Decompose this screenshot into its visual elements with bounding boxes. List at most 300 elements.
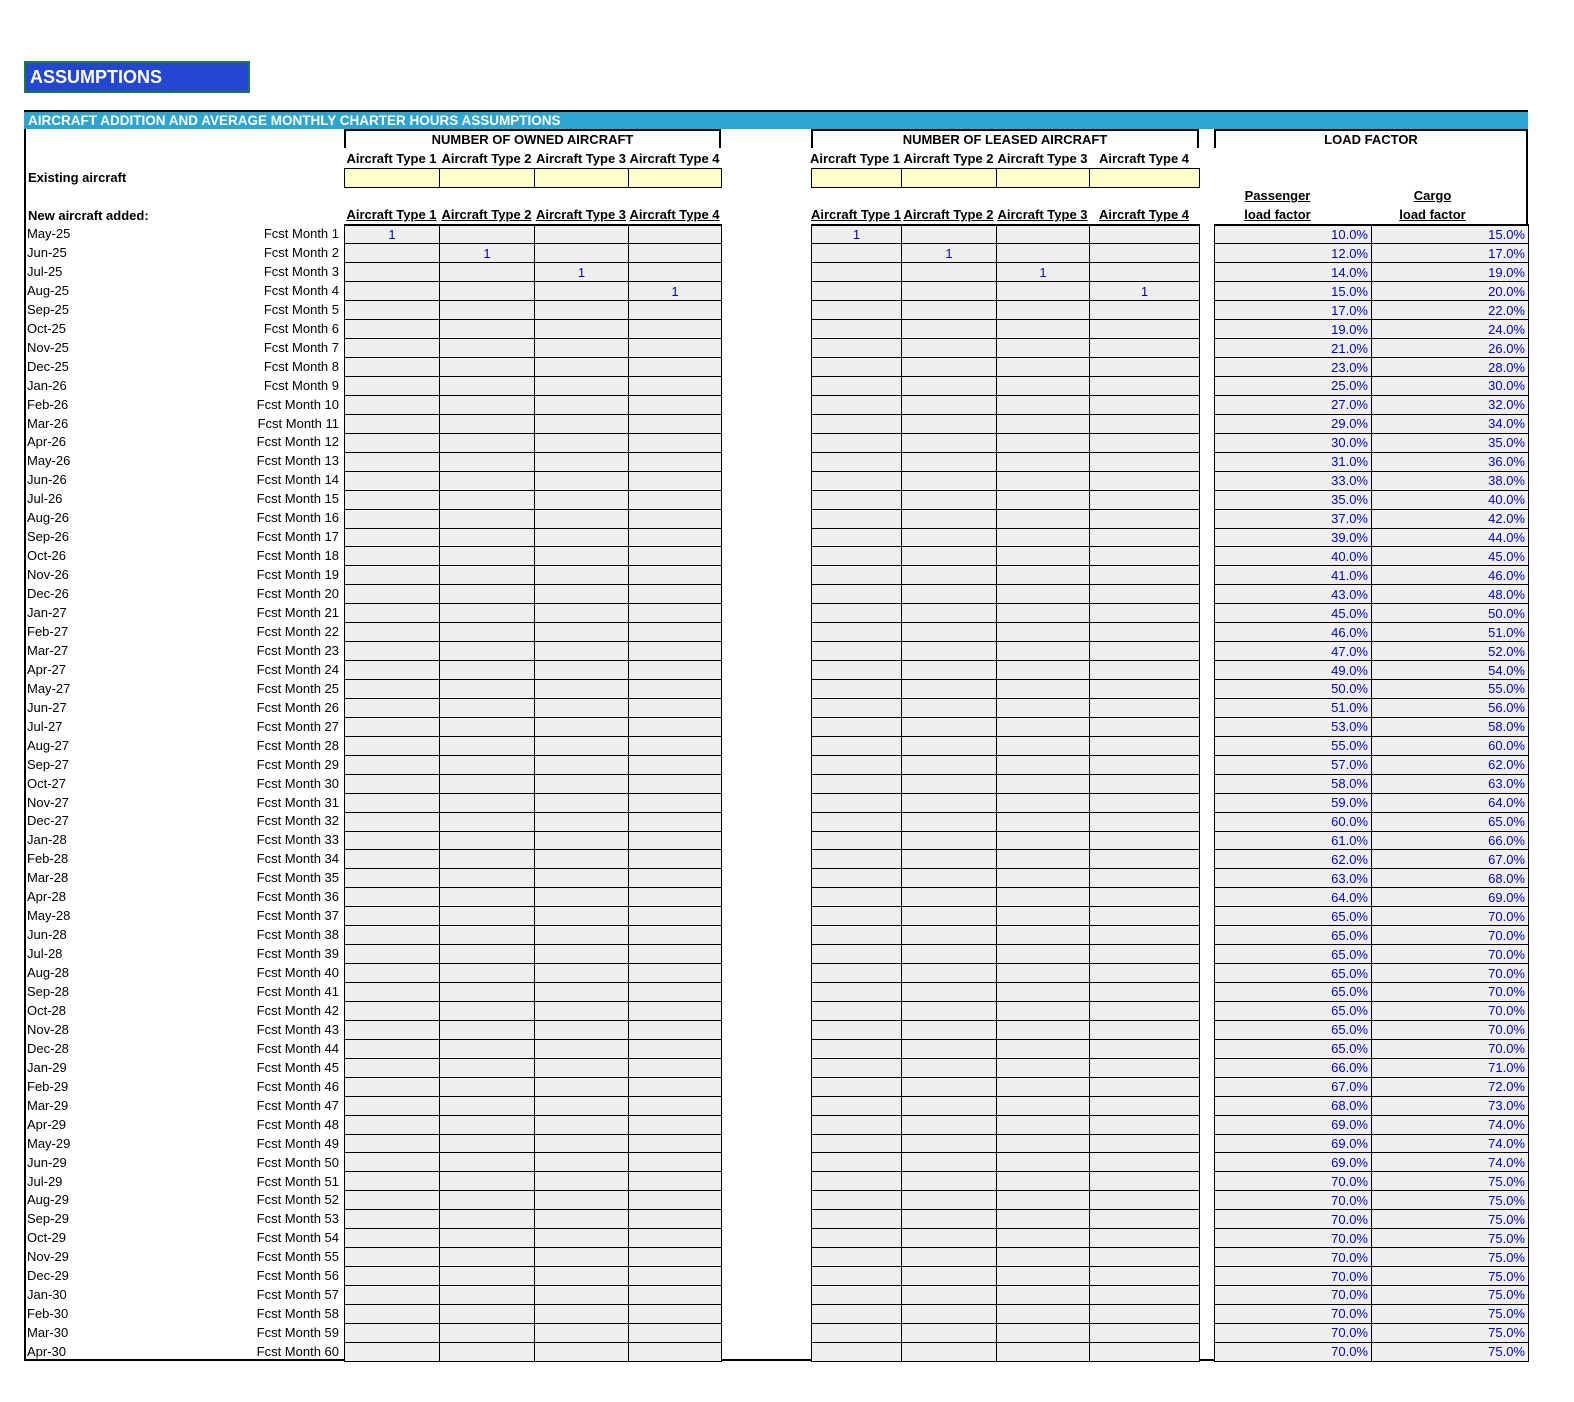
leased-addition-cell[interactable] [997, 1229, 1090, 1248]
load-factor-cell[interactable]: 41.0% [1215, 566, 1372, 585]
owned-addition-cell[interactable] [345, 926, 440, 945]
leased-existing-cell[interactable] [1090, 169, 1200, 188]
owned-addition-cell[interactable] [535, 812, 629, 831]
owned-addition-cell[interactable] [535, 1001, 629, 1020]
load-factor-cell[interactable]: 62.0% [1372, 755, 1529, 774]
leased-addition-cell[interactable] [997, 433, 1090, 452]
leased-addition-cell[interactable] [997, 1248, 1090, 1267]
load-factor-cell[interactable]: 59.0% [1215, 793, 1372, 812]
leased-addition-cell[interactable] [997, 509, 1090, 528]
leased-addition-cell[interactable] [812, 377, 902, 396]
load-factor-cell[interactable]: 46.0% [1215, 623, 1372, 642]
leased-addition-cell[interactable] [997, 282, 1090, 301]
owned-addition-cell[interactable] [535, 414, 629, 433]
owned-addition-cell[interactable] [629, 377, 722, 396]
leased-addition-cell[interactable] [902, 1191, 997, 1210]
owned-addition-cell[interactable] [629, 907, 722, 926]
leased-addition-cell[interactable] [902, 1172, 997, 1191]
owned-addition-cell[interactable] [345, 774, 440, 793]
leased-addition-cell[interactable] [1090, 490, 1200, 509]
load-factor-cell[interactable]: 19.0% [1215, 320, 1372, 339]
load-factor-cell[interactable]: 12.0% [1215, 244, 1372, 263]
owned-addition-cell[interactable] [629, 528, 722, 547]
leased-addition-cell[interactable] [1090, 471, 1200, 490]
owned-addition-cell[interactable] [440, 358, 535, 377]
owned-addition-cell[interactable] [345, 1286, 440, 1305]
owned-addition-cell[interactable] [629, 755, 722, 774]
leased-addition-cell[interactable] [997, 1342, 1090, 1361]
load-factor-cell[interactable]: 25.0% [1215, 377, 1372, 396]
leased-addition-cell[interactable] [1090, 1077, 1200, 1096]
load-factor-cell[interactable]: 44.0% [1372, 528, 1529, 547]
leased-addition-cell[interactable] [812, 509, 902, 528]
leased-addition-cell[interactable] [902, 585, 997, 604]
leased-addition-cell[interactable] [1090, 1058, 1200, 1077]
leased-addition-cell[interactable] [997, 983, 1090, 1002]
leased-addition-cell[interactable] [1090, 926, 1200, 945]
leased-addition-cell[interactable] [902, 225, 997, 244]
leased-addition-cell[interactable] [1090, 945, 1200, 964]
owned-addition-cell[interactable] [629, 585, 722, 604]
owned-addition-cell[interactable] [535, 339, 629, 358]
leased-addition-cell[interactable] [997, 642, 1090, 661]
load-factor-cell[interactable]: 70.0% [1372, 1039, 1529, 1058]
leased-addition-cell[interactable] [902, 377, 997, 396]
owned-addition-cell[interactable] [440, 452, 535, 471]
owned-addition-cell[interactable] [629, 1172, 722, 1191]
owned-addition-cell[interactable] [345, 1267, 440, 1286]
leased-addition-cell[interactable] [812, 395, 902, 414]
load-factor-cell[interactable]: 45.0% [1372, 547, 1529, 566]
leased-addition-cell[interactable] [812, 1304, 902, 1323]
owned-addition-cell[interactable] [345, 1096, 440, 1115]
leased-addition-cell[interactable] [902, 1058, 997, 1077]
owned-addition-cell[interactable] [440, 1134, 535, 1153]
load-factor-cell[interactable]: 48.0% [1372, 585, 1529, 604]
leased-addition-cell[interactable] [812, 263, 902, 282]
owned-addition-cell[interactable] [440, 509, 535, 528]
owned-addition-cell[interactable] [440, 1020, 535, 1039]
leased-addition-cell[interactable] [1090, 244, 1200, 263]
owned-addition-cell[interactable] [535, 509, 629, 528]
leased-addition-cell[interactable] [812, 698, 902, 717]
load-factor-cell[interactable]: 42.0% [1372, 509, 1529, 528]
load-factor-cell[interactable]: 65.0% [1215, 1020, 1372, 1039]
load-factor-cell[interactable]: 70.0% [1372, 1001, 1529, 1020]
owned-addition-cell[interactable] [629, 869, 722, 888]
owned-addition-cell[interactable] [345, 1248, 440, 1267]
load-factor-cell[interactable]: 70.0% [1215, 1286, 1372, 1305]
owned-addition-cell[interactable] [629, 452, 722, 471]
leased-addition-cell[interactable] [902, 339, 997, 358]
owned-addition-cell[interactable] [629, 888, 722, 907]
owned-addition-cell[interactable] [440, 755, 535, 774]
load-factor-cell[interactable]: 52.0% [1372, 642, 1529, 661]
owned-existing-cell[interactable] [345, 169, 440, 188]
owned-addition-cell[interactable] [440, 1229, 535, 1248]
owned-addition-cell[interactable] [345, 1229, 440, 1248]
leased-addition-cell[interactable] [997, 1323, 1090, 1342]
owned-addition-cell[interactable] [345, 395, 440, 414]
leased-addition-cell[interactable] [997, 358, 1090, 377]
leased-addition-cell[interactable] [812, 907, 902, 926]
leased-addition-cell[interactable] [1090, 377, 1200, 396]
owned-addition-cell[interactable] [345, 869, 440, 888]
owned-addition-cell[interactable] [535, 869, 629, 888]
load-factor-cell[interactable]: 14.0% [1215, 263, 1372, 282]
leased-addition-cell[interactable] [902, 793, 997, 812]
owned-addition-cell[interactable]: 1 [345, 225, 440, 244]
leased-addition-cell[interactable] [902, 1020, 997, 1039]
load-factor-cell[interactable]: 27.0% [1215, 395, 1372, 414]
leased-addition-cell[interactable] [1090, 1134, 1200, 1153]
owned-addition-cell[interactable] [629, 850, 722, 869]
leased-addition-cell[interactable] [997, 1210, 1090, 1229]
owned-addition-cell[interactable] [629, 509, 722, 528]
leased-addition-cell[interactable] [1090, 433, 1200, 452]
leased-addition-cell[interactable] [1090, 964, 1200, 983]
leased-addition-cell[interactable] [1090, 736, 1200, 755]
leased-addition-cell[interactable] [997, 225, 1090, 244]
load-factor-cell[interactable]: 30.0% [1215, 433, 1372, 452]
owned-addition-cell[interactable] [535, 736, 629, 755]
owned-addition-cell[interactable] [345, 263, 440, 282]
owned-addition-cell[interactable] [629, 698, 722, 717]
owned-addition-cell[interactable] [629, 1342, 722, 1361]
leased-addition-cell[interactable]: 1 [902, 244, 997, 263]
owned-addition-cell[interactable] [345, 831, 440, 850]
leased-addition-cell[interactable] [997, 547, 1090, 566]
load-factor-cell[interactable]: 22.0% [1372, 301, 1529, 320]
leased-addition-cell[interactable] [902, 263, 997, 282]
leased-addition-cell[interactable] [902, 1210, 997, 1229]
leased-addition-cell[interactable] [812, 566, 902, 585]
leased-addition-cell[interactable] [1090, 1096, 1200, 1115]
owned-addition-cell[interactable]: 1 [535, 263, 629, 282]
leased-addition-cell[interactable] [1090, 320, 1200, 339]
owned-addition-cell[interactable] [345, 282, 440, 301]
leased-addition-cell[interactable] [812, 1020, 902, 1039]
owned-addition-cell[interactable] [535, 1191, 629, 1210]
leased-addition-cell[interactable] [997, 585, 1090, 604]
owned-addition-cell[interactable] [535, 642, 629, 661]
leased-addition-cell[interactable] [997, 774, 1090, 793]
load-factor-cell[interactable]: 65.0% [1215, 1039, 1372, 1058]
owned-addition-cell[interactable] [629, 680, 722, 699]
leased-addition-cell[interactable] [902, 1001, 997, 1020]
leased-addition-cell[interactable] [902, 1115, 997, 1134]
owned-addition-cell[interactable] [440, 812, 535, 831]
owned-addition-cell[interactable] [535, 1172, 629, 1191]
load-factor-cell[interactable]: 61.0% [1215, 831, 1372, 850]
owned-addition-cell[interactable] [440, 1323, 535, 1342]
load-factor-cell[interactable]: 37.0% [1215, 509, 1372, 528]
owned-addition-cell[interactable] [440, 225, 535, 244]
leased-addition-cell[interactable] [997, 1134, 1090, 1153]
owned-addition-cell[interactable] [440, 263, 535, 282]
owned-addition-cell[interactable] [345, 414, 440, 433]
leased-addition-cell[interactable] [997, 339, 1090, 358]
load-factor-cell[interactable]: 34.0% [1372, 414, 1529, 433]
leased-addition-cell[interactable] [902, 528, 997, 547]
owned-addition-cell[interactable] [629, 433, 722, 452]
load-factor-cell[interactable]: 70.0% [1215, 1191, 1372, 1210]
owned-addition-cell[interactable] [535, 1020, 629, 1039]
owned-addition-cell[interactable] [440, 680, 535, 699]
leased-addition-cell[interactable] [902, 642, 997, 661]
load-factor-cell[interactable]: 40.0% [1215, 547, 1372, 566]
load-factor-cell[interactable]: 70.0% [1215, 1210, 1372, 1229]
load-factor-cell[interactable]: 75.0% [1372, 1323, 1529, 1342]
leased-addition-cell[interactable] [902, 547, 997, 566]
leased-addition-cell[interactable] [997, 623, 1090, 642]
owned-addition-cell[interactable] [535, 755, 629, 774]
load-factor-cell[interactable]: 70.0% [1372, 926, 1529, 945]
owned-addition-cell[interactable] [535, 244, 629, 263]
leased-addition-cell[interactable] [812, 1077, 902, 1096]
leased-addition-cell[interactable] [1090, 509, 1200, 528]
load-factor-cell[interactable]: 75.0% [1372, 1267, 1529, 1286]
leased-addition-cell[interactable] [997, 377, 1090, 396]
load-factor-cell[interactable]: 70.0% [1372, 964, 1529, 983]
leased-addition-cell[interactable] [997, 452, 1090, 471]
owned-addition-cell[interactable] [440, 395, 535, 414]
owned-addition-cell[interactable] [629, 566, 722, 585]
load-factor-cell[interactable]: 69.0% [1215, 1134, 1372, 1153]
owned-addition-cell[interactable] [535, 1342, 629, 1361]
owned-addition-cell[interactable] [345, 680, 440, 699]
leased-addition-cell[interactable] [812, 585, 902, 604]
owned-addition-cell[interactable] [345, 1342, 440, 1361]
leased-addition-cell[interactable] [1090, 452, 1200, 471]
load-factor-cell[interactable]: 67.0% [1215, 1077, 1372, 1096]
leased-addition-cell[interactable] [1090, 793, 1200, 812]
leased-addition-cell[interactable] [1090, 585, 1200, 604]
owned-addition-cell[interactable] [629, 604, 722, 623]
load-factor-cell[interactable]: 20.0% [1372, 282, 1529, 301]
owned-addition-cell[interactable] [535, 680, 629, 699]
leased-addition-cell[interactable] [902, 869, 997, 888]
load-factor-cell[interactable]: 36.0% [1372, 452, 1529, 471]
leased-addition-cell[interactable] [997, 850, 1090, 869]
owned-addition-cell[interactable] [345, 1058, 440, 1077]
owned-addition-cell[interactable] [440, 1304, 535, 1323]
owned-addition-cell[interactable] [440, 1191, 535, 1210]
load-factor-cell[interactable]: 70.0% [1215, 1267, 1372, 1286]
leased-addition-cell[interactable] [1090, 414, 1200, 433]
owned-addition-cell[interactable] [629, 225, 722, 244]
owned-addition-cell[interactable] [535, 1096, 629, 1115]
leased-addition-cell[interactable] [1090, 547, 1200, 566]
owned-addition-cell[interactable] [629, 263, 722, 282]
owned-addition-cell[interactable]: 1 [440, 244, 535, 263]
leased-addition-cell[interactable] [1090, 1020, 1200, 1039]
leased-addition-cell[interactable] [902, 1153, 997, 1172]
owned-addition-cell[interactable] [440, 831, 535, 850]
load-factor-cell[interactable]: 70.0% [1372, 907, 1529, 926]
leased-addition-cell[interactable] [997, 528, 1090, 547]
owned-addition-cell[interactable] [440, 698, 535, 717]
leased-addition-cell[interactable] [902, 1229, 997, 1248]
load-factor-cell[interactable]: 63.0% [1215, 869, 1372, 888]
owned-addition-cell[interactable] [440, 490, 535, 509]
owned-addition-cell[interactable] [535, 1267, 629, 1286]
leased-addition-cell[interactable]: 1 [997, 263, 1090, 282]
owned-addition-cell[interactable] [535, 1304, 629, 1323]
owned-addition-cell[interactable] [345, 244, 440, 263]
owned-addition-cell[interactable] [535, 983, 629, 1002]
owned-addition-cell[interactable] [629, 964, 722, 983]
owned-addition-cell[interactable] [535, 1039, 629, 1058]
leased-addition-cell[interactable] [902, 490, 997, 509]
load-factor-cell[interactable]: 66.0% [1215, 1058, 1372, 1077]
owned-addition-cell[interactable] [345, 509, 440, 528]
leased-addition-cell[interactable] [1090, 225, 1200, 244]
leased-addition-cell[interactable] [812, 964, 902, 983]
leased-addition-cell[interactable] [812, 774, 902, 793]
leased-addition-cell[interactable] [902, 850, 997, 869]
owned-addition-cell[interactable] [345, 585, 440, 604]
owned-addition-cell[interactable] [345, 452, 440, 471]
leased-addition-cell[interactable] [902, 1286, 997, 1305]
leased-addition-cell[interactable] [1090, 263, 1200, 282]
load-factor-cell[interactable]: 74.0% [1372, 1134, 1529, 1153]
leased-addition-cell[interactable] [812, 1096, 902, 1115]
load-factor-cell[interactable]: 57.0% [1215, 755, 1372, 774]
load-factor-cell[interactable]: 64.0% [1215, 888, 1372, 907]
owned-addition-cell[interactable] [535, 585, 629, 604]
leased-addition-cell[interactable] [812, 793, 902, 812]
leased-addition-cell[interactable] [902, 717, 997, 736]
leased-addition-cell[interactable] [812, 528, 902, 547]
owned-addition-cell[interactable] [535, 717, 629, 736]
owned-addition-cell[interactable] [440, 1342, 535, 1361]
leased-addition-cell[interactable] [1090, 831, 1200, 850]
owned-addition-cell[interactable] [629, 717, 722, 736]
owned-addition-cell[interactable] [535, 1210, 629, 1229]
owned-addition-cell[interactable] [345, 717, 440, 736]
owned-addition-cell[interactable] [345, 301, 440, 320]
owned-addition-cell[interactable] [440, 377, 535, 396]
leased-addition-cell[interactable] [812, 623, 902, 642]
owned-addition-cell[interactable] [345, 1191, 440, 1210]
owned-addition-cell[interactable] [535, 1115, 629, 1134]
owned-addition-cell[interactable] [440, 926, 535, 945]
leased-addition-cell[interactable] [997, 244, 1090, 263]
owned-addition-cell[interactable] [535, 377, 629, 396]
leased-addition-cell[interactable] [1090, 1210, 1200, 1229]
owned-existing-cell[interactable] [629, 169, 722, 188]
owned-addition-cell[interactable] [440, 585, 535, 604]
owned-addition-cell[interactable] [440, 774, 535, 793]
owned-addition-cell[interactable] [535, 301, 629, 320]
owned-addition-cell[interactable] [629, 414, 722, 433]
load-factor-cell[interactable]: 24.0% [1372, 320, 1529, 339]
leased-addition-cell[interactable] [1090, 1323, 1200, 1342]
load-factor-cell[interactable]: 51.0% [1215, 698, 1372, 717]
load-factor-cell[interactable]: 50.0% [1215, 680, 1372, 699]
owned-addition-cell[interactable] [440, 888, 535, 907]
owned-addition-cell[interactable] [345, 736, 440, 755]
leased-addition-cell[interactable] [1090, 395, 1200, 414]
load-factor-cell[interactable]: 69.0% [1215, 1115, 1372, 1134]
leased-addition-cell[interactable] [902, 698, 997, 717]
owned-addition-cell[interactable] [440, 1115, 535, 1134]
owned-addition-cell[interactable] [535, 1248, 629, 1267]
leased-addition-cell[interactable] [1090, 869, 1200, 888]
load-factor-cell[interactable]: 70.0% [1215, 1342, 1372, 1361]
leased-addition-cell[interactable] [812, 642, 902, 661]
owned-addition-cell[interactable] [535, 395, 629, 414]
load-factor-cell[interactable]: 30.0% [1372, 377, 1529, 396]
owned-addition-cell[interactable] [345, 1020, 440, 1039]
leased-addition-cell[interactable] [1090, 1039, 1200, 1058]
owned-addition-cell[interactable] [345, 983, 440, 1002]
leased-addition-cell[interactable] [997, 831, 1090, 850]
owned-addition-cell[interactable] [440, 736, 535, 755]
load-factor-cell[interactable]: 53.0% [1215, 717, 1372, 736]
load-factor-cell[interactable]: 72.0% [1372, 1077, 1529, 1096]
owned-addition-cell[interactable] [440, 623, 535, 642]
owned-addition-cell[interactable] [440, 528, 535, 547]
leased-addition-cell[interactable] [902, 736, 997, 755]
owned-addition-cell[interactable] [629, 1096, 722, 1115]
owned-addition-cell[interactable] [440, 1096, 535, 1115]
owned-addition-cell[interactable] [629, 1134, 722, 1153]
leased-addition-cell[interactable] [902, 604, 997, 623]
owned-addition-cell[interactable] [629, 1248, 722, 1267]
owned-addition-cell[interactable] [629, 1229, 722, 1248]
owned-addition-cell[interactable] [345, 490, 440, 509]
leased-addition-cell[interactable] [1090, 755, 1200, 774]
owned-addition-cell[interactable] [440, 1001, 535, 1020]
leased-addition-cell[interactable] [902, 945, 997, 964]
leased-addition-cell[interactable] [997, 755, 1090, 774]
leased-addition-cell[interactable] [812, 339, 902, 358]
leased-addition-cell[interactable] [812, 755, 902, 774]
leased-addition-cell[interactable] [812, 1172, 902, 1191]
owned-addition-cell[interactable] [629, 983, 722, 1002]
leased-existing-cell[interactable] [812, 169, 902, 188]
load-factor-cell[interactable]: 65.0% [1215, 926, 1372, 945]
leased-addition-cell[interactable] [997, 1172, 1090, 1191]
owned-addition-cell[interactable] [345, 945, 440, 964]
leased-addition-cell[interactable] [902, 831, 997, 850]
load-factor-cell[interactable]: 74.0% [1372, 1153, 1529, 1172]
owned-addition-cell[interactable] [535, 1323, 629, 1342]
owned-addition-cell[interactable] [629, 1323, 722, 1342]
leased-addition-cell[interactable] [997, 320, 1090, 339]
leased-addition-cell[interactable] [812, 850, 902, 869]
owned-addition-cell[interactable] [629, 642, 722, 661]
owned-addition-cell[interactable] [629, 1191, 722, 1210]
owned-addition-cell[interactable] [440, 604, 535, 623]
leased-addition-cell[interactable] [997, 736, 1090, 755]
owned-addition-cell[interactable] [440, 907, 535, 926]
load-factor-cell[interactable]: 70.0% [1372, 1020, 1529, 1039]
leased-addition-cell[interactable] [997, 869, 1090, 888]
leased-addition-cell[interactable] [997, 604, 1090, 623]
owned-addition-cell[interactable] [345, 888, 440, 907]
leased-addition-cell[interactable] [1090, 1267, 1200, 1286]
leased-addition-cell[interactable] [902, 661, 997, 680]
owned-addition-cell[interactable] [440, 869, 535, 888]
load-factor-cell[interactable]: 67.0% [1372, 850, 1529, 869]
leased-addition-cell[interactable] [902, 433, 997, 452]
owned-addition-cell[interactable] [629, 793, 722, 812]
owned-addition-cell[interactable] [440, 1077, 535, 1096]
owned-addition-cell[interactable] [535, 320, 629, 339]
